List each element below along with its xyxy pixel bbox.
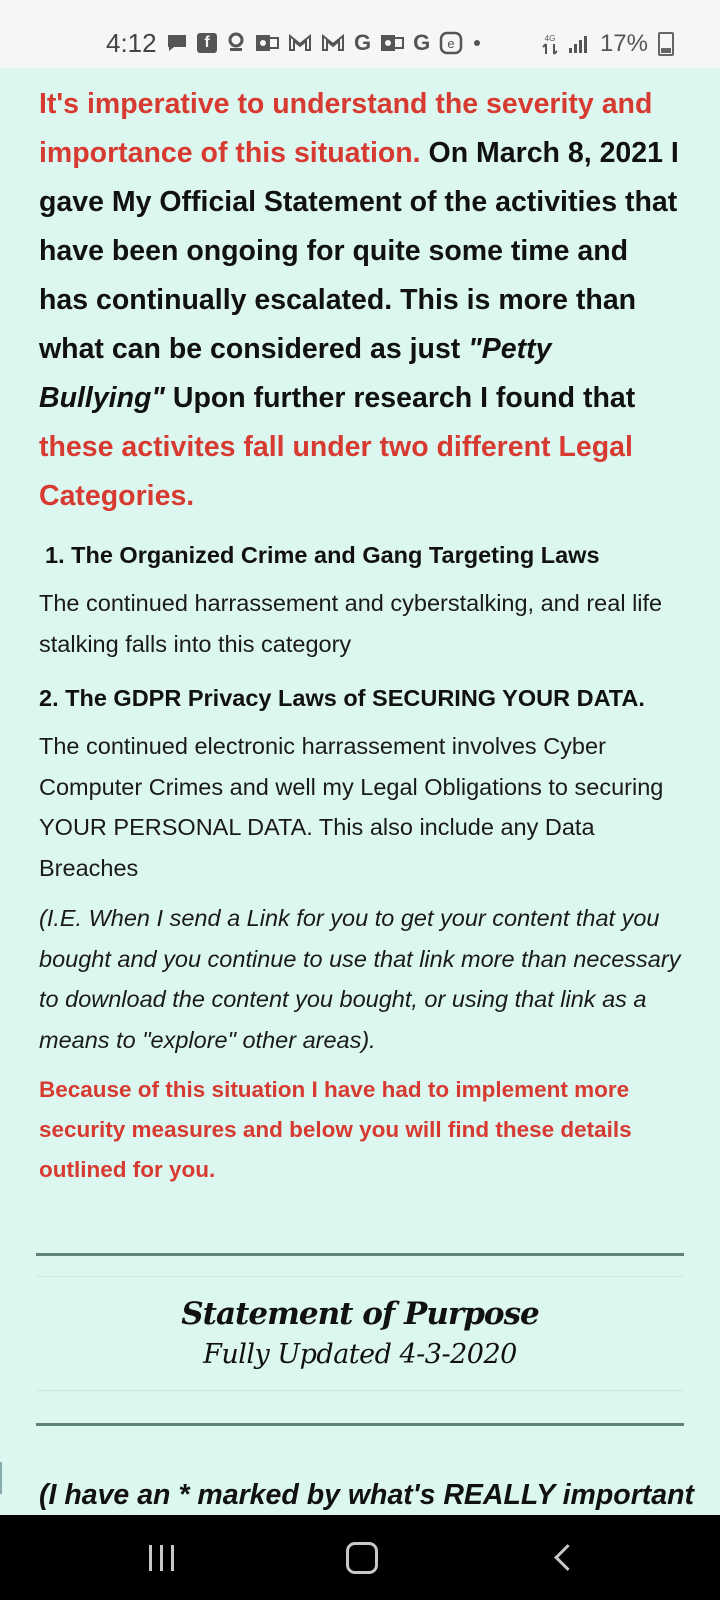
intro-text-2: Upon further research I found that [164,382,636,414]
gmail-icon [321,34,345,52]
recent-apps-button[interactable] [101,1515,221,1600]
back-icon [554,1544,581,1571]
important-note: (I have an * marked by what's REALLY important [39,1479,695,1511]
intro-text-1: On March 8, 2021 I gave My Official Statement of the activities that have been ongoing for quite some time and has continually escalated. This is more than what can be considered as just [39,137,679,365]
message-icon [166,32,188,54]
item1-text: The continued harrassement and cyberstalking, and real life stalking falls into this category [39,590,663,657]
facebook-icon: f [197,33,217,53]
outlook-icon [255,33,279,53]
home-button[interactable] [302,1515,422,1600]
example-text: (I.E. When I send a Link for you to get your content that you bought and you continue to use that link more than necessary to download the content you bought, or using that link as a means to "explore" other areas). [39,905,681,1053]
svg-text:4G: 4G [544,34,556,43]
recent-apps-icon [149,1545,174,1571]
navigation-bar [0,1515,720,1600]
notification-icon [226,32,246,54]
item2-text: The continued electronic harrassement involves Cyber Computer Crimes and well my Legal Obligations to securing YOUR PERSONAL DATA. This also include any Data Breaches [39,733,664,881]
item1-heading: 1. The Organized Crime and Gang Targeting Laws [45,542,600,568]
battery-percent: 17% [599,30,648,57]
purpose-subtitle: Fully Updated 4-3-2020 [203,1339,517,1370]
intro-italic-text: "Petty Bullying" [39,333,552,414]
outlook-icon [380,33,404,53]
status-bar [0,0,720,68]
battery-icon [658,32,674,56]
system-status [542,30,674,58]
security-notice: Because of this situation I have had to implement more security measures and below you will find these details outlined for you. [39,1077,632,1182]
intro-paragraph [39,80,681,521]
back-button[interactable] [503,1515,623,1600]
google-icon: G [413,30,431,55]
divider-bottom [36,1423,684,1426]
divider-top [36,1253,684,1256]
lte-icon [542,32,558,56]
google-icon: G [354,30,372,55]
app-e-icon [439,31,463,55]
purpose-title: Statement of Purpose [181,1296,539,1332]
article-content [39,80,681,1190]
item2-heading: 2. The GDPR Privacy Laws of SECURING YOUR DATA. [39,685,645,711]
intro-red-text: It's imperative to understand the severity and importance of this situation. [39,88,653,169]
divider-thin [36,1390,684,1391]
intro-red-text-2: these activites fall under two different Legal Categories. [39,431,633,512]
dot-icon [472,38,482,48]
home-icon [346,1542,378,1574]
signal-icon [568,34,590,54]
svg-text:e: e [447,36,455,51]
scroll-edge-mark [0,1462,2,1494]
notification-icons [166,30,482,56]
status-time: 4:12 [106,28,157,58]
divider-thin [36,1276,684,1277]
gmail-icon [288,34,312,52]
